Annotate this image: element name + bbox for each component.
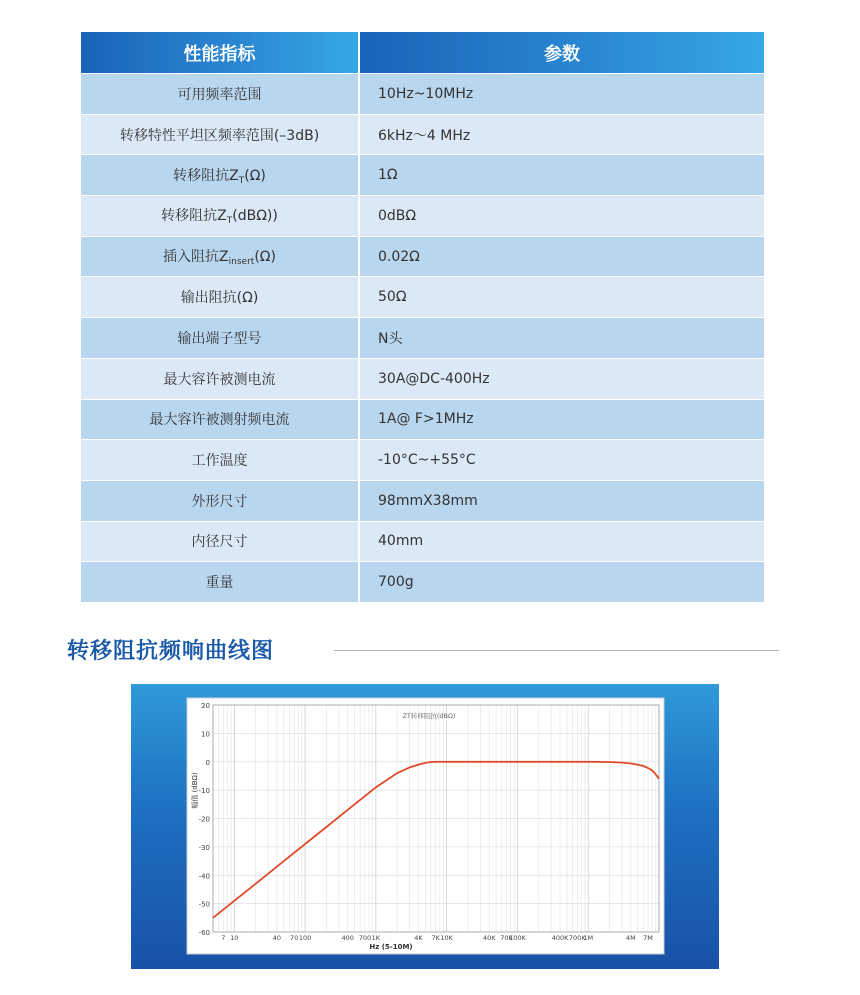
- table-header-row: [81, 32, 764, 74]
- x-tick-label: 40: [272, 934, 282, 942]
- header-parameter: 参数: [359, 32, 764, 74]
- y-tick-label: 0: [205, 758, 210, 767]
- row-value: N头: [359, 318, 764, 359]
- row-label: [81, 196, 359, 237]
- row-value: 10Hz~10MHz: [359, 74, 764, 115]
- x-tick-label: 7: [221, 934, 226, 942]
- row-label: [81, 236, 359, 277]
- row-label: 输出阻抗(Ω): [81, 277, 359, 318]
- table-row: [81, 521, 764, 562]
- x-tick-label: 70K: [500, 934, 513, 942]
- table-row: [81, 399, 764, 440]
- x-tick-label: 400: [341, 934, 354, 942]
- y-tick-label: -20: [198, 815, 210, 824]
- x-tick-label: 10: [230, 934, 239, 942]
- table-row: [81, 114, 764, 155]
- row-value: 30A@DC-400Hz: [359, 358, 764, 399]
- x-tick-label: 4K: [414, 934, 423, 942]
- label-main: 转移阻抗Z: [173, 167, 239, 184]
- x-tick-label: 1M: [583, 934, 594, 942]
- y-tick-label: -40: [198, 872, 210, 881]
- row-label: 重量: [81, 562, 359, 602]
- table-row: [81, 196, 764, 237]
- chart-frame: [131, 684, 719, 969]
- x-tick-label: 100: [298, 934, 312, 942]
- label-subscript: T: [238, 175, 245, 186]
- table-row: [81, 562, 764, 602]
- row-value: 0.02Ω: [359, 236, 764, 277]
- x-tick-label: 1K: [371, 934, 381, 942]
- label-subscript: insert: [228, 257, 255, 268]
- table-row: [81, 480, 764, 521]
- table-row: [81, 277, 764, 318]
- row-value: 98mmX38mm: [359, 480, 764, 521]
- x-tick-label: 40K: [482, 934, 496, 942]
- row-value: 700g: [359, 562, 764, 602]
- row-value: 0dBΩ: [359, 196, 764, 237]
- x-tick-label: 7K: [431, 934, 440, 942]
- spec-table: [81, 32, 764, 602]
- y-tick-label: -60: [198, 929, 210, 937]
- x-tick-label: 400K: [551, 934, 569, 942]
- row-value: 1A@ F>1MHz: [359, 399, 764, 440]
- x-tick-label: 4M: [625, 934, 636, 942]
- row-label: 外形尺寸: [81, 480, 359, 521]
- y-tick-label: -30: [198, 843, 210, 852]
- row-value: -10°C~+55°C: [359, 440, 764, 481]
- x-tick-label: 700: [358, 934, 372, 942]
- row-label: [81, 155, 359, 196]
- table-row: [81, 236, 764, 277]
- row-label: 输出端子型号: [81, 318, 359, 359]
- x-axis-label: Hz (5-10M): [369, 943, 413, 951]
- label-unit: (Ω): [244, 167, 266, 184]
- y-tick-label: 10: [201, 730, 210, 739]
- x-tick-label: 700K: [568, 934, 586, 942]
- row-label: 最大容许被测射频电流: [81, 399, 359, 440]
- label-unit: (Ω): [254, 249, 276, 266]
- row-label: 内径尺寸: [81, 521, 359, 562]
- table-row: [81, 318, 764, 359]
- row-label: 可用频率范围: [81, 74, 359, 115]
- row-label: 最大容许被测电流: [81, 358, 359, 399]
- x-tick-label: 100K: [509, 934, 526, 942]
- y-axis-label: 幅值 (dBΩ): [191, 772, 199, 809]
- row-value: 50Ω: [359, 277, 764, 318]
- section-title: 转移阻抗频响曲线图: [67, 639, 275, 664]
- y-tick-label: -50: [198, 900, 210, 909]
- label-subscript: T: [226, 216, 233, 227]
- row-value: 6kHz～4 MHz: [359, 114, 764, 155]
- x-tick-label: 7M: [643, 934, 653, 942]
- row-label: 转移特性平坦区频率范围(–3dB): [81, 114, 359, 155]
- table-row: [81, 358, 764, 399]
- row-value: 40mm: [359, 521, 764, 562]
- x-tick-label: 10K: [440, 934, 453, 942]
- section-divider: [334, 650, 779, 651]
- label-main: 插入阻抗Z: [163, 249, 229, 266]
- label-main: 转移阻抗Z: [161, 208, 227, 225]
- header-metric: 性能指标: [81, 32, 359, 74]
- y-tick-label: 20: [201, 702, 210, 710]
- row-value: 1Ω: [359, 155, 764, 196]
- table-row: [81, 155, 764, 196]
- frequency-response-chart: [131, 684, 719, 969]
- chart-title: ZT转移阻抗(dBΩ): [402, 712, 456, 720]
- table-row: [81, 74, 764, 115]
- x-tick-label: 70: [289, 934, 299, 942]
- y-tick-label: -10: [198, 787, 210, 796]
- table-row: [81, 440, 764, 481]
- label-unit: (dBΩ)): [232, 208, 278, 225]
- row-label: 工作温度: [81, 440, 359, 481]
